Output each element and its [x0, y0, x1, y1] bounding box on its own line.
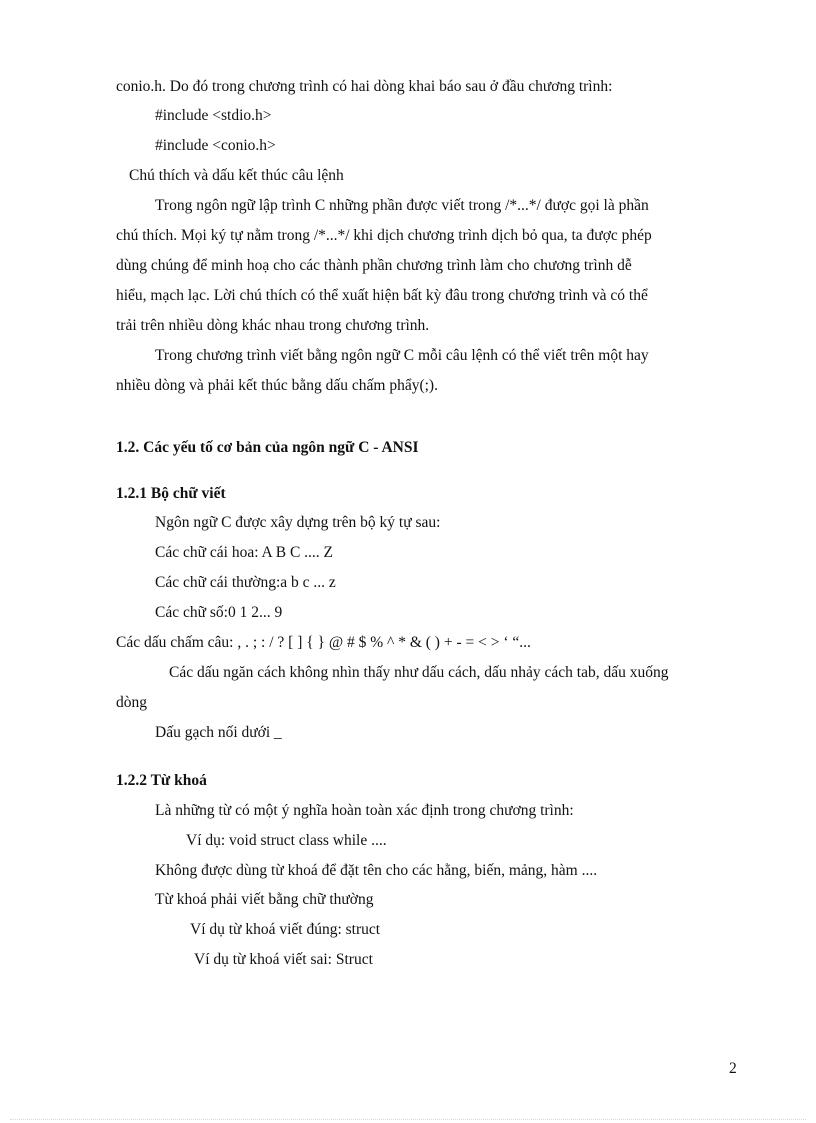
list-item: Dấu gạch nối dưới _	[155, 724, 282, 741]
text-line: Là những từ có một ý nghĩa hoàn toàn xác định trong chương trình:	[155, 802, 574, 819]
text-line: dòng	[116, 694, 147, 711]
example-line: Ví dụ: void struct class while ....	[186, 832, 387, 849]
text-line: hiểu, mạch lạc. Lời chú thích có thể xuất hiện bất kỳ đâu trong chương trình và có thể	[116, 287, 648, 304]
text-line: Ngôn ngữ C được xây dựng trên bộ ký tự sau:	[155, 514, 441, 531]
list-item: Các chữ số:0 1 2... 9	[155, 604, 283, 621]
code-line-include-stdio: #include <stdio.h>	[155, 107, 272, 124]
text-line: nhiều dòng và phải kết thúc bằng dấu chấm phẩy(;).	[116, 377, 438, 394]
subsection-heading: 1.2.2 Từ khoá	[116, 772, 207, 789]
list-item: Các chữ cái hoa: A B C .... Z	[155, 544, 334, 561]
example-line: Ví dụ từ khoá viết sai: Struct	[194, 951, 373, 968]
list-item: Các dấu ngăn cách không nhìn thấy như dấu cách, dấu nhảy cách tab, dấu xuống	[169, 664, 669, 681]
text-line: chú thích. Mọi ký tự nằm trong /*...*/ khi dịch chương trình dịch bỏ qua, ta được phép	[116, 227, 652, 244]
text-line: trải trên nhiều dòng khác nhau trong chương trình.	[116, 317, 430, 334]
list-item: Các dấu chấm câu: , . ; : / ? [ ] { } @ # $ % ^ * & ( ) + - = < > ‘ “...	[116, 634, 531, 651]
example-line: Ví dụ từ khoá viết đúng: struct	[190, 921, 381, 938]
subsection-heading: 1.2.1 Bộ chữ viết	[116, 485, 226, 502]
text-line: conio.h. Do đó trong chương trình có hai dòng khai báo sau ở đầu chương trình:	[116, 78, 613, 95]
text-line: Trong ngôn ngữ lập trình C những phần được viết trong /*...*/ được gọi là phần	[155, 197, 649, 214]
code-line-include-conio: #include <conio.h>	[155, 137, 276, 154]
text-line: Trong chương trình viết bằng ngôn ngữ C mỗi câu lệnh có thể viết trên một hay	[155, 347, 649, 364]
list-item: Các chữ cái thường:a b c ... z	[155, 574, 336, 591]
subsection-label: Chú thích và dấu kết thúc câu lệnh	[129, 167, 344, 184]
section-heading: 1.2. Các yếu tố cơ bản của ngôn ngữ C - ANSI	[116, 439, 419, 456]
page-border-divider	[10, 1119, 806, 1120]
text-line: Không được dùng từ khoá để đặt tên cho các hằng, biến, mảng, hàm ....	[155, 862, 598, 879]
text-line: Từ khoá phải viết bằng chữ thường	[155, 891, 374, 908]
text-line: dùng chúng để minh hoạ cho các thành phần chương trình làm cho chương trình dễ	[116, 257, 632, 274]
page-number: 2	[729, 1060, 737, 1077]
